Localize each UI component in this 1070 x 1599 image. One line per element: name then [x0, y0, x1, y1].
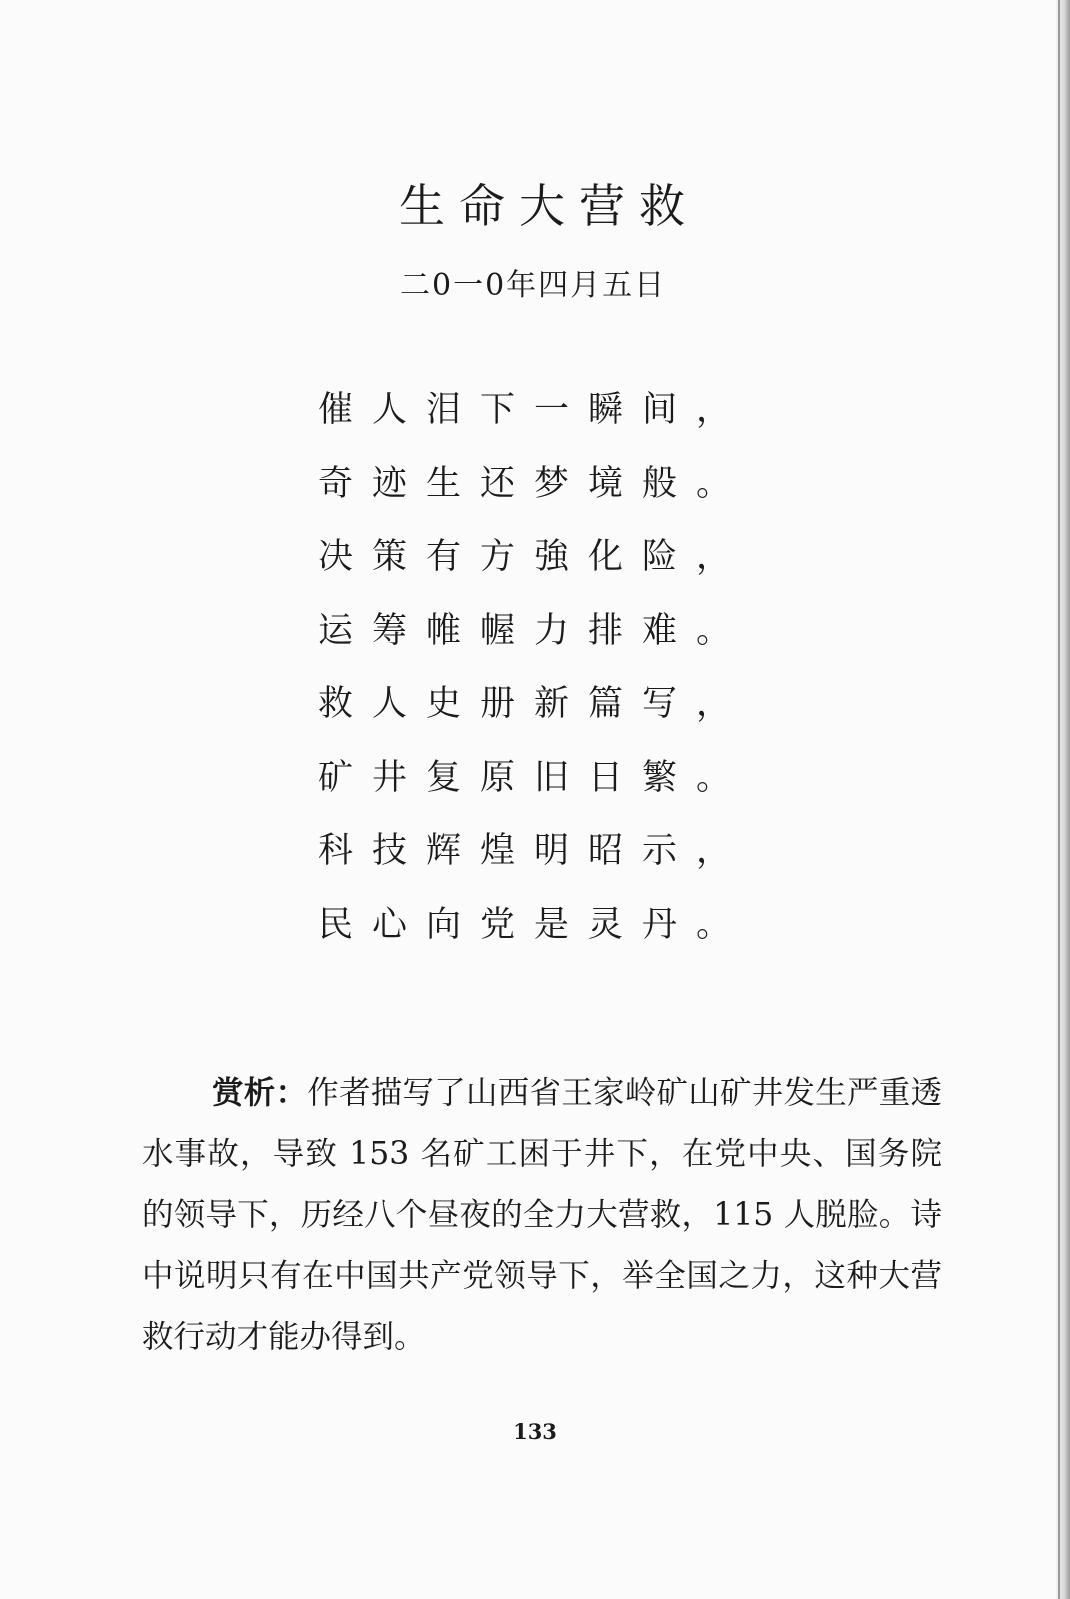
poem-date: 二0一0年四月五日 [400, 268, 667, 303]
poem-line: 矿井复原旧日繁。 [318, 757, 751, 798]
scan-edge-line [1058, 0, 1060, 1599]
poem-line: 运筹帷幄力排难。 [318, 610, 751, 651]
poem-line: 民心向党是灵丹。 [318, 904, 751, 945]
page-number: 133 [513, 1419, 557, 1444]
poem-line: 救人史册新篇写， [318, 684, 751, 724]
poem-line: 决策有方強化险， [318, 537, 751, 577]
commentary-text: 作者描写了山西省王家岭矿山矿井发生严重透水事故，导致 153 名矿工困于井下，在党中央、国务院的领导下，历经八个昼夜的全力大营救，115 人脱脸。诗中说明只有在中国共产党领导下，举全国之力，这种大营救行动才能办得到。 [142, 1075, 942, 1355]
commentary-paragraph [142, 1062, 942, 1368]
poem-line: 催人泪下一瞬间， [318, 390, 751, 430]
poem-line: 奇迹生还梦境般。 [318, 463, 751, 504]
poem-line: 科技辉煌明昭示， [318, 831, 751, 871]
commentary-label: 赏析： [212, 1074, 308, 1111]
poem-title: 生命大营救 [399, 179, 699, 233]
poem-body [318, 385, 750, 973]
